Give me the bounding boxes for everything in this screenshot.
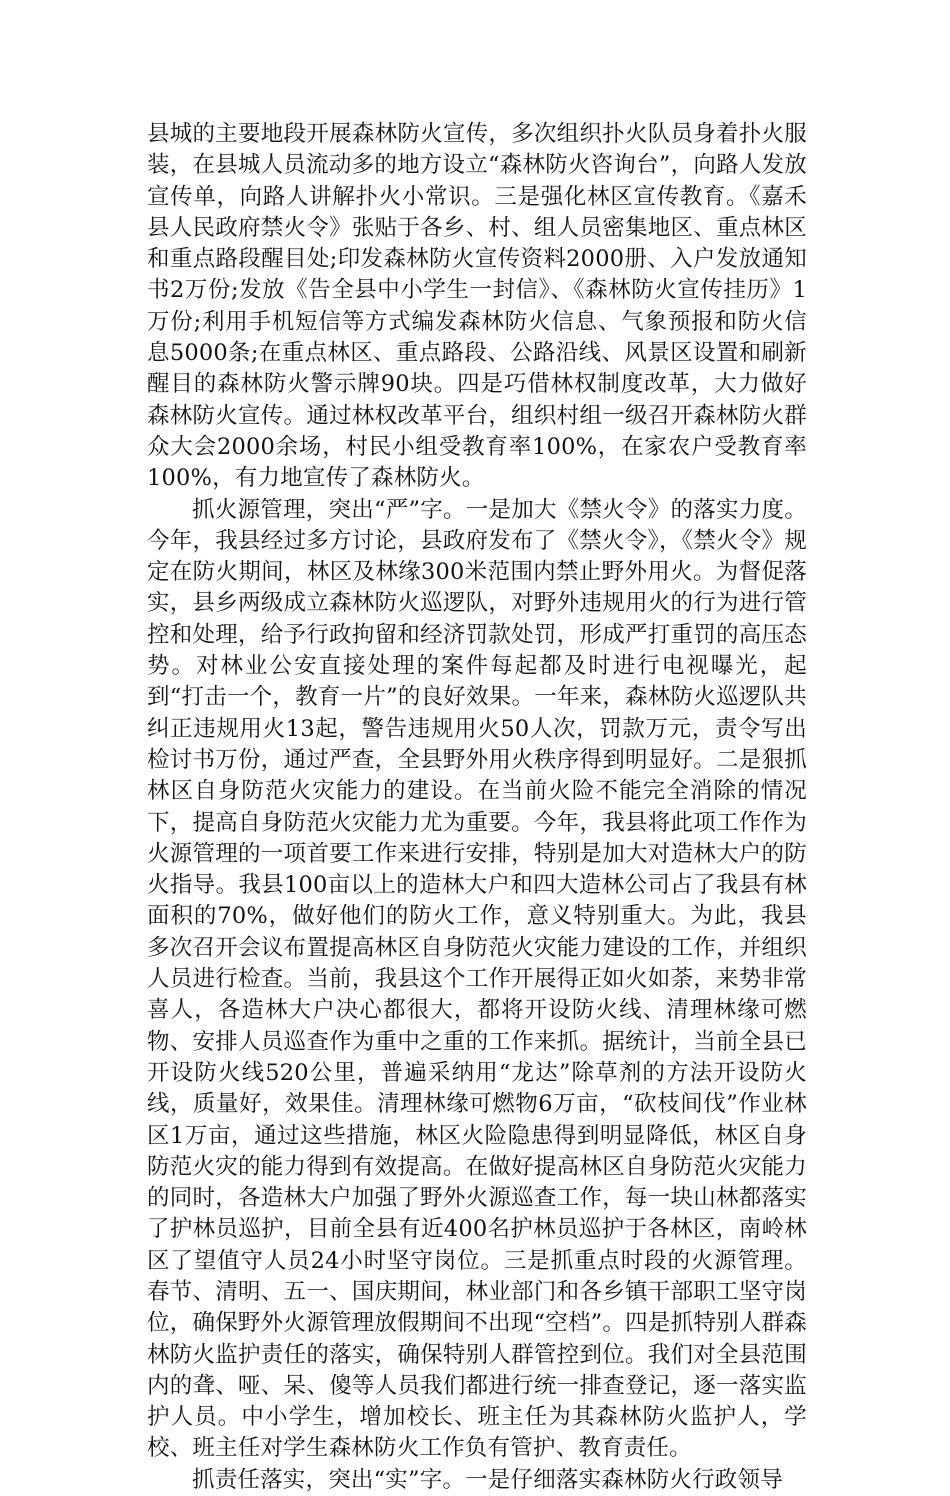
paragraph-responsibility: 抓责任落实，突出“实”字。一是仔细落实森林防火行政领导 (192, 1466, 783, 1493)
paragraph-publicity: 县城的主要地段开展森林防火宣传，多次组织扑火队员身着扑火服装，在县城人员流动多的地方设立“森林防火咨询台”，向路人发放宣传单，向路人讲解扑火小常识。三是强化林区宣传教育。《嘉禾县人民政府禁火令》张贴于各乡、村、组人员密集地区、重点林区和重点路段醒目处;印发森林防火宣传资料2000册、入户发放通知书2万份;发放《告全县中小学生一封信》、《森林防火宣传挂历》1万份;利用手机短信等方式编发森林防火信息、气象预报和防火信息5000条;在重点林区、重点路段、公路沿线、风景区设置和刷新醒目的森林防火警示牌90块。四是巧借林权制度改革，大力做好森林防火宣传。通过林权改革平台，组织村组一级召开森林防火群众大会2000余场，村民小组受教育率100%，在家农户受教育率100%，有力地宣传了森林防火。 (147, 121, 807, 492)
paragraph-fire-source-management: 抓火源管理，突出“严”字。一是加大《禁火令》的落实力度。今年，我县经过多方讨论，县政府发布了《禁火令》，《禁火令》规定在防火期间，林区及林缘300米范围内禁止野外用火。为督促落实，县乡两级成立森林防火巡逻队，对野外违规用火的行为进行管控和处理，给予行政拘留和经济罚款处罚，形成严打重罚的高压态势。对林业公安直接处理的案件每起都及时进行电视曝光，起到“打击一个，教育一片”的良好效果。一年来，森林防火巡逻队共纠正违规用火13起，警告违规用火50人次，罚款万元，责令写出检讨书万份，通过严查，全县野外用火秩序得到明显好。二是狠抓林区自身防范火灾能力的建设。在当前火险不能完全消除的情况下，提高自身防范火灾能力尤为重要。今年，我县将此项工作作为火源管理的一项首要工作来进行安排，特别是加大对造林大户的防火指导。我县100亩以上的造林大户和四大造林公司占了我县有林面积的70%，做好他们的防火工作，意义特别重大。为此，我县多次召开会议布置提高林区自身防范火灾能力建设的工作，并组织人员进行检查。当前，我县这个工作开展得正如火如荼，来势非常喜人，各造林大户决心都很大，都将开设防火线、清理林缘可燃物、安排人员巡查作为重中之重的工作来抓。据统计，当前全县已开设防火线520公里，普遍采纳用“龙达”除草剂的方法开设防火线，质量好，效果佳。清理林缘可燃物6万亩，“砍枝间伐”作业林区1万亩，通过这些措施，林区火险隐患得到明显降低，林区自身防范火灾的能力得到有效提高。在做好提高林区自身防范火灾能力的同时，各造林大户加强了野外火源巡查工作，每一块山林都落实了护林员巡护，目前全县有近400名护林员巡护于各林区，南岭林区了望值守人员24小时坚守岗位。三是抓重点时段的火源管理。春节、清明、五一、国庆期间，林业部门和各乡镇干部职工坚守岗位，确保野外火源管理放假期间不出现“空档”。四是抓特别人群森林防火监护责任的落实，确保特别人群管控到位。我们对全县范围内的聋、哑、呆、傻等人员我们都进行统一排查登记，逐一落实监护人员。中小学生，增加校长、班主任为其森林防火监护人，学校、班主任对学生森林防火工作负有管护、教育责任。 (147, 496, 807, 1462)
document-body (147, 119, 807, 1496)
